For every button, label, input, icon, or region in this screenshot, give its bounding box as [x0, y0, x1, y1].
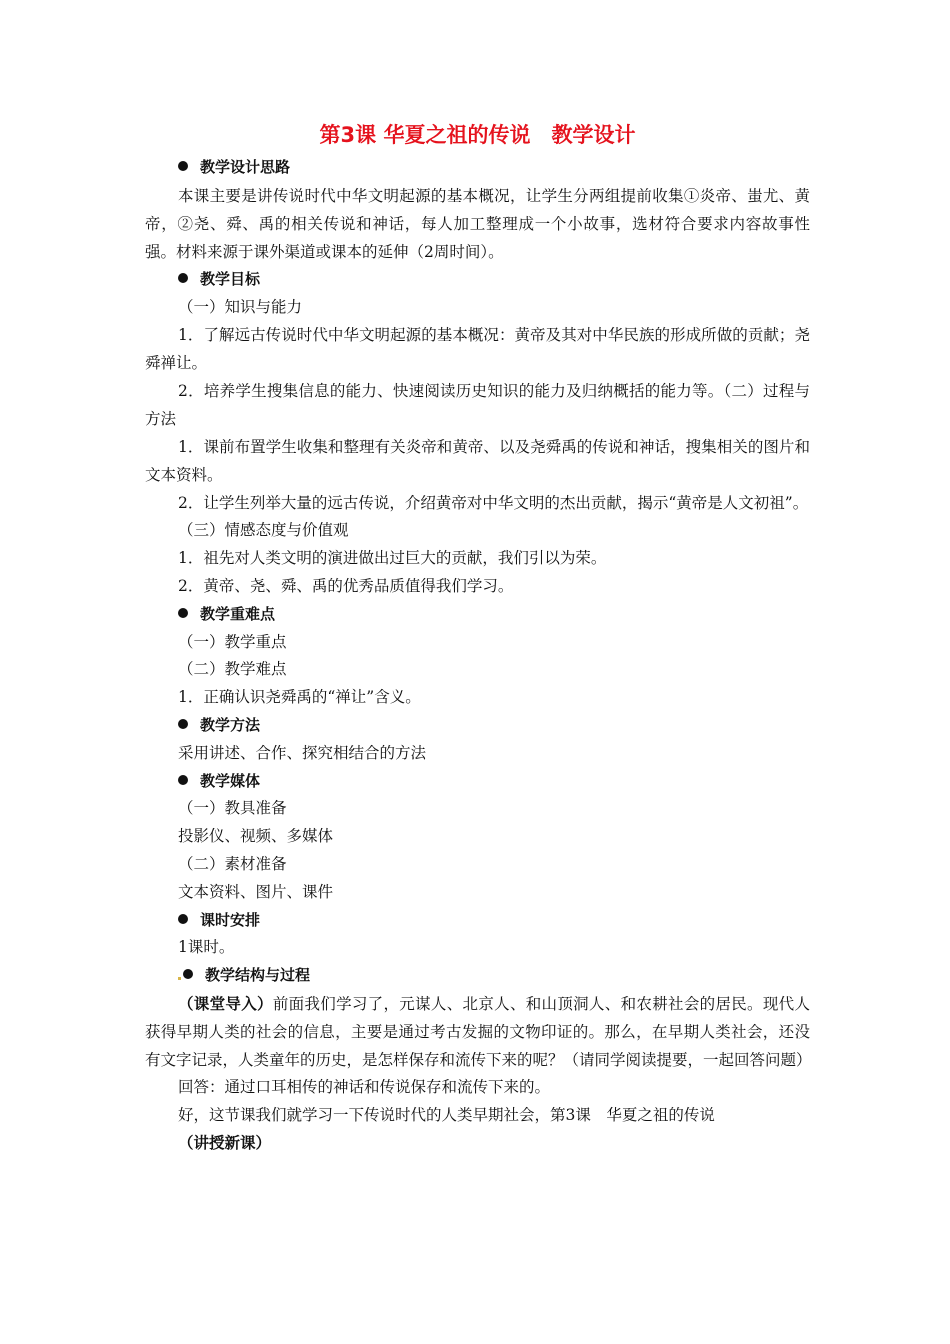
paragraph-teaching-method: 采用讲述、合作、探究相结合的方法 [178, 743, 427, 762]
section-heading-key-points: 教学重难点 [145, 601, 810, 629]
paragraph-tools: 投影仪、视频、多媒体 [178, 827, 334, 846]
bullet-icon [178, 775, 188, 785]
paragraph-value-1: 1．祖先对人类文明的演进做出过巨大的贡献，我们引以为荣。 [178, 549, 607, 568]
dot-mark-icon [178, 977, 181, 980]
paragraph-schedule: 1课时。 [178, 938, 235, 957]
intro-label: （课堂导入） [178, 994, 273, 1013]
bullet-icon [183, 969, 193, 979]
paragraph-objective-1: 1．了解远古传说时代中华文明起源的基本概况：黄帝及其对中华民族的形成所做的贡献；尧舜禅让。 [145, 326, 810, 373]
section-heading-objectives: 教学目标 [145, 266, 810, 294]
bullet-icon [178, 914, 188, 924]
paragraph-answer: 回答：通过口耳相传的神话和传说保存和流传下来的。 [178, 1077, 551, 1096]
subheading-emotion-values: （三）情感态度与价值观 [178, 521, 349, 540]
bullet-icon [178, 719, 188, 729]
paragraph-difficult-point-1: 1．正确认识尧舜禹的“禅让”含义。 [178, 688, 421, 707]
document-title: 第3课 华夏之祖的传说 教学设计 [319, 123, 636, 147]
paragraph-method-2: 2．让学生列举大量的远古传说，介绍黄帝对中华文明的杰出贡献，揭示“黄帝是人文初祖”。 [178, 494, 809, 513]
paragraph-transition: 好，这节课我们就学习一下传说时代的人类早期社会，第3课 华夏之祖的传说 [178, 1105, 715, 1124]
section-heading-design-idea: 教学设计思路 [145, 154, 810, 182]
paragraph-materials: 文本资料、图片、课件 [178, 882, 334, 901]
document-page [145, 118, 810, 1157]
section-heading-structure: 教学结构与过程 [145, 962, 810, 990]
bullet-icon [178, 608, 188, 618]
paragraph-design-idea: 本课主要是讲传说时代中华文明起源的基本概况，让学生分两组提前收集①炎帝、蚩尤、黄帝，②尧、舜、禹的相关传说和神话，每人加工整理成一个小故事，选材符合要求内容故事性强。材料来源于课外渠道或课本的延伸（2周时间）。 [145, 186, 810, 261]
paragraph-intro [145, 990, 810, 1074]
label-new-lesson: （讲授新课） [178, 1133, 272, 1152]
subheading-key-point: （一）教学重点 [178, 632, 287, 651]
bullet-icon [178, 161, 188, 171]
subheading-tools: （一）教具准备 [178, 799, 287, 818]
section-heading-schedule: 课时安排 [145, 907, 810, 935]
bullet-icon [178, 273, 188, 283]
paragraph-method-1: 1．课前布置学生收集和整理有关炎帝和黄帝、以及尧舜禹的传说和神话，搜集相关的图片和文本资料。 [145, 438, 810, 485]
subheading-knowledge-ability: （一）知识与能力 [178, 297, 303, 316]
subheading-materials: （二）素材准备 [178, 854, 287, 873]
paragraph-value-2: 2．黄帝、尧、舜、禹的优秀品质值得我们学习。 [178, 576, 514, 595]
paragraph-objective-2: 2．培养学生搜集信息的能力、快速阅读历史知识的能力及归纳概括的能力等。（二）过程与方法 [145, 382, 810, 429]
subheading-difficult-point: （二）教学难点 [178, 660, 287, 679]
section-heading-teaching-method: 教学方法 [145, 712, 810, 740]
section-heading-media: 教学媒体 [145, 768, 810, 796]
intro-text: 前面我们学习了，元谋人、北京人、和山顶洞人、和农耕社会的居民。现代人获得早期人类的社会的信息，主要是通过考古发掘的文物印证的。那么，在早期人类社会，还没有文字记录，人类童年的历史，是怎样保存和流传下来的呢？（请同学阅读提要，一起回答问题） [145, 994, 812, 1069]
